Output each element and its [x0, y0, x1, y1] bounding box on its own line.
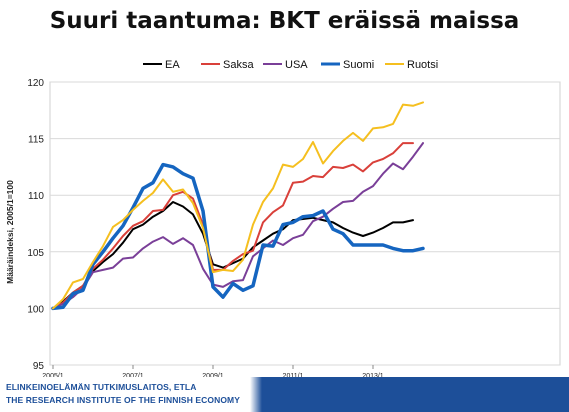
legend [143, 59, 438, 71]
y-axis-ticks [27, 78, 44, 372]
footer-institute-en: THE RESEARCH INSTITUTE OF THE FINNISH ECONOMY [6, 395, 241, 405]
footer-institute-fi: ELINKEINOELÄMÄN TUTKIMUSLAITOS, ETLA [6, 382, 197, 392]
y-tick-label: 95 [32, 361, 44, 372]
legend-label-suomi: Suomi [343, 59, 375, 71]
y-tick-label: 110 [28, 191, 44, 203]
y-tick-label: 115 [28, 134, 44, 146]
y-tick-label: 120 [27, 78, 44, 89]
legend-label-usa: USA [285, 59, 308, 71]
y-axis-label: Määräindeksi, 2005/1=100 [5, 180, 15, 284]
slide-title: Suuri taantuma: BKT eräissä maissa [49, 8, 520, 34]
y-tick-label: 105 [27, 247, 44, 259]
footer-stripe [250, 377, 262, 412]
y-tick-label: 100 [27, 304, 44, 316]
plot-area [50, 82, 560, 365]
legend-label-ea: EA [165, 59, 180, 71]
legend-label-saksa: Saksa [223, 59, 254, 71]
legend-label-ruotsi: Ruotsi [407, 59, 439, 71]
